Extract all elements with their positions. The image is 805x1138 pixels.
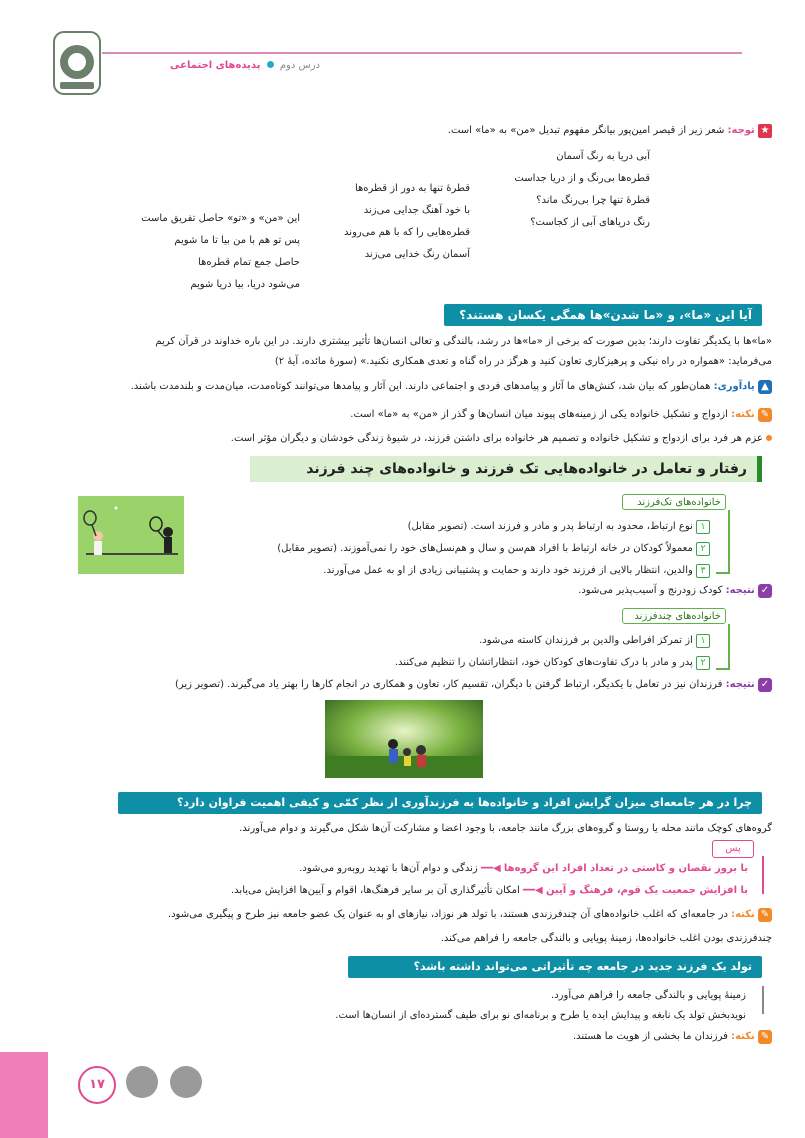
poem-line: با خود آهنگ جدایی می‌زند xyxy=(363,205,470,216)
section3-paragraph-2-text: چندفرزندی بودن اغلب خانواده‌ها، زمینهٔ پویایی و بالندگی جامعه را فراهم می‌کند. xyxy=(440,933,772,944)
result-tag: نتیجه: xyxy=(725,679,755,690)
result-text: فرزندان نیز در تعامل با یکدیگر، ارتباط گرفتن با دیگران، تقسیم کار، تعاون و همکاری در انجام کارها را بهتر یاد می‌گیرند. (تصویر زیر) xyxy=(174,679,723,690)
header-breadcrumb xyxy=(120,60,320,71)
bullet-row xyxy=(150,432,772,446)
multi-child-label xyxy=(622,608,726,624)
item-text: والدین، انتظار بالایی از فرزند خود دارند و حمایت و پشتیبانی زیادی از او به عمل می‌آورند. xyxy=(323,565,693,576)
poem-line: قطره‌ها بی‌رنگ و از دریا جداست xyxy=(514,173,650,184)
poem-line: قطره‌هایی را که با هم می‌روند xyxy=(344,227,470,238)
poem-column-1 xyxy=(470,146,650,234)
single-child-label-text: خانواده‌های تک‌فرزند xyxy=(637,497,721,508)
star-icon: ★ xyxy=(758,124,772,138)
item-number: ۱ xyxy=(696,634,710,648)
poem-line: حاصل جمع تمام قطره‌ها xyxy=(198,257,300,268)
footer-dot xyxy=(170,1066,202,1098)
poem-column-2 xyxy=(300,178,470,266)
list-item xyxy=(220,560,710,582)
result-tag: نتیجه: xyxy=(725,585,755,596)
note-row-2 xyxy=(60,908,772,922)
arrow-icon: ◀━━ xyxy=(480,863,501,874)
single-child-label xyxy=(622,494,726,510)
multi-child-label-text: خانواده‌های چندفرزند xyxy=(634,611,721,622)
section1-line-2: می‌فرماید: «همواره در راه نیکی و پرهیزکاری تعاون کنید و هرگز در راه گناه و تعدی همکاری نکنید.» (سورهٔ مائده، آیهٔ ۲) xyxy=(274,356,772,367)
reminder-icon: ▲ xyxy=(758,380,772,394)
poem-line: این «من» و «تو» حاصل تفریق ماست xyxy=(141,213,300,224)
section1-line-1: «ما»ها با یکدیگر تفاوت دارند؛ بدین صورت که برخی از «ما»ها در رشد، بالندگی و تعالی انسان‌ها تأثیر بیشتری دارند. در این باره خداوند در قرآن کریم xyxy=(155,336,772,347)
section-heading-3-text: چرا در هر جامعه‌ای میزان گرایش افراد و خانواده‌ها به فرزندآوری از نظر کمّی و کیفی اهمیت فراوان دارد؟ xyxy=(177,796,752,809)
pas-label xyxy=(712,840,754,858)
note-tag: نکته: xyxy=(731,1031,755,1042)
list-item: نوید‌بخش تولد یک نابغه و پیدایش ایده یا طرح و برنامه‌ای نو برای طیف گسترده‌ای از انسان‌ها است. xyxy=(335,1010,746,1021)
page-number: ۱۷ xyxy=(89,1077,105,1092)
item-number: ۱ xyxy=(696,520,710,534)
section-heading-1-text: آیا این «ما»، و «ما شدن»ها همگی یکسان هستند؟ xyxy=(459,308,752,322)
section3-paragraph-1 xyxy=(150,822,772,836)
arrow-row-2 xyxy=(200,884,748,898)
list-item xyxy=(320,630,710,652)
poem-line: می‌شود دریا، بیا دریا شویم xyxy=(190,279,300,290)
footer-dot xyxy=(126,1066,158,1098)
result-icon: ✓ xyxy=(758,678,772,692)
arrow-row-2-cause: با افزایش جمعیت یک قوم، فرهنگ و آیین xyxy=(545,885,748,896)
note-icon: ✎ xyxy=(758,408,772,422)
header-line xyxy=(102,52,742,54)
result-icon: ✓ xyxy=(758,584,772,598)
poem-line: آسمان رنگ خدایی می‌زند xyxy=(364,249,470,260)
item-number: ۲ xyxy=(696,542,710,556)
bullet-dot xyxy=(766,435,772,441)
note-text: فرزندان ما بخشی از هویت ما هستند. xyxy=(572,1031,728,1042)
item-number: ۳ xyxy=(696,564,710,578)
note-tag: نکته: xyxy=(731,909,755,920)
section-heading-4-text: تولد یک فرزند جدید در جامعه چه تأثیراتی می‌تواند داشته باشد؟ xyxy=(413,960,752,973)
section-heading-2-text: رفتار و تعامل در خانواده‌هایی تک فرزند و خانواده‌های چند فرزند xyxy=(306,461,747,477)
item-text: از تمرکز افراطی والدین بر فرزندان کاسته می‌شود. xyxy=(479,635,693,646)
reminder-text: همان‌طور که بیان شد، کنش‌های ما آثار و پیامدهای فردی و اجتماعی دارند. این آثار و پیامدها می‌توانند کوتاه‌مدت، میان‌مدت و بلندمدت باشند. xyxy=(130,381,711,392)
note-text: ازدواج و تشکیل خانواده یکی از زمینه‌های پیوند میان انسان‌ها و گذر از «من» به «ما» است. xyxy=(350,409,728,420)
note-attention-tag: توجه: xyxy=(727,125,755,136)
item-text: نوع ارتباط، محدود به ارتباط پدر و مادر و فرزند است. (تصویر مقابل) xyxy=(407,521,693,532)
header-logo xyxy=(52,30,102,96)
poem-column-3 xyxy=(120,208,300,296)
note-attention-text: شعر زیر از قیصر امین‌پور بیانگر مفهوم تبدیل «من» به «ما» است. xyxy=(447,125,725,136)
note-row-1 xyxy=(250,408,772,422)
note-row-3 xyxy=(500,1030,772,1044)
section-heading-2 xyxy=(250,456,762,482)
poem-line: پس تو هم با من بیا تا ما شویم xyxy=(174,235,300,246)
lesson-label: درس دوم xyxy=(279,60,320,71)
reminder-row xyxy=(60,380,772,394)
list-item xyxy=(220,538,710,560)
arrow-row-1 xyxy=(200,862,748,876)
page-side-strip xyxy=(0,1052,48,1138)
tennis-image xyxy=(78,496,184,574)
poem-line: رنگ دریاهای آبی از کجاست؟ xyxy=(530,217,650,228)
note-icon: ✎ xyxy=(758,908,772,922)
section-heading-1 xyxy=(444,304,762,326)
page-number-badge xyxy=(78,1066,116,1104)
arrow-icon: ◀━━ xyxy=(523,885,543,896)
note-attention xyxy=(300,124,772,138)
section4-bracket xyxy=(752,986,764,1014)
reminder-tag: یادآوری: xyxy=(713,381,755,392)
arrow-row-2-effect: امکان تأثیرگذاری آن بر سایر فرهنگ‌ها، اقوام و آیین‌ها افزایش می‌یابد. xyxy=(231,885,520,896)
multi-child-bracket xyxy=(716,624,730,670)
poem-line: آبی دریا به رنگ آسمان xyxy=(556,151,650,162)
pas-bracket xyxy=(752,856,764,894)
section-heading-3 xyxy=(118,792,762,814)
item-text: معمولاً کودکان در خانه ارتباط با افراد هم‌سن و سال و هم‌نسل‌های خود را نمی‌آموزند. (تصویر مقابل) xyxy=(277,543,693,554)
arrow-row-1-cause: با بروز نقصان و کاستی در تعداد افراد این گروه‌ها xyxy=(503,863,748,874)
note-text: در جامعه‌ای که اغلب خانواده‌های آن چندفرزندی هستند، با تولد هر نوزاد، نیازهای او به عنوان یک عضو جامعه نیز طرح و پیگیری می‌شود. xyxy=(167,909,728,920)
item-number: ۲ xyxy=(696,656,710,670)
list-item xyxy=(220,516,710,538)
chapter-title: پدیده‌های اجتماعی xyxy=(170,60,261,71)
item-text: پدر و مادر با درک تفاوت‌های کودکان خود، انتظاراتشان را تنظیم می‌کنند. xyxy=(394,657,693,668)
section1-paragraph xyxy=(72,332,772,372)
list-item xyxy=(320,652,710,674)
single-child-list xyxy=(220,516,710,582)
arrow-row-1-effect: زندگی و دوام آن‌ها با تهدید روبه‌رو می‌شود. xyxy=(299,863,478,874)
result-row-1 xyxy=(400,584,772,598)
poem-line: قطرهٔ تنها چرا بی‌رنگ ماند؟ xyxy=(536,195,650,206)
section3-paragraph-2 xyxy=(350,932,772,946)
pas-label-text: پس xyxy=(725,843,741,854)
list-item: زمینهٔ پویایی و بالندگی جامعه را فراهم می‌آورد. xyxy=(551,990,746,1001)
result-text: کودک زودرنج و آسیب‌پذیر می‌شود. xyxy=(578,585,723,596)
bullet-text: عزم هر فرد برای ازدواج و تشکیل خانواده و تصمیم هر خانواده برای داشتن فرزند، در شیوهٔ زندگی خودشان و دیگران مؤثر است. xyxy=(230,433,763,444)
poem-line: قطرهٔ تنها به دور از قطره‌ها xyxy=(354,183,470,194)
multi-child-list xyxy=(320,630,710,674)
children-playing-image xyxy=(325,700,483,778)
note-tag: نکته: xyxy=(731,409,755,420)
note-icon: ✎ xyxy=(758,1030,772,1044)
result-row-2 xyxy=(110,678,772,692)
section-heading-4 xyxy=(348,956,762,978)
section4-list xyxy=(230,986,746,1026)
section3-paragraph-1-text: گروه‌های کوچک مانند محله یا روستا و گروه‌های بزرگ مانند جامعه، با وجود اعضا و مشارکت آن‌ها شکل می‌گیرند و دوام می‌آورند. xyxy=(239,823,772,834)
separator-dot xyxy=(267,61,274,68)
single-child-bracket xyxy=(716,510,730,574)
